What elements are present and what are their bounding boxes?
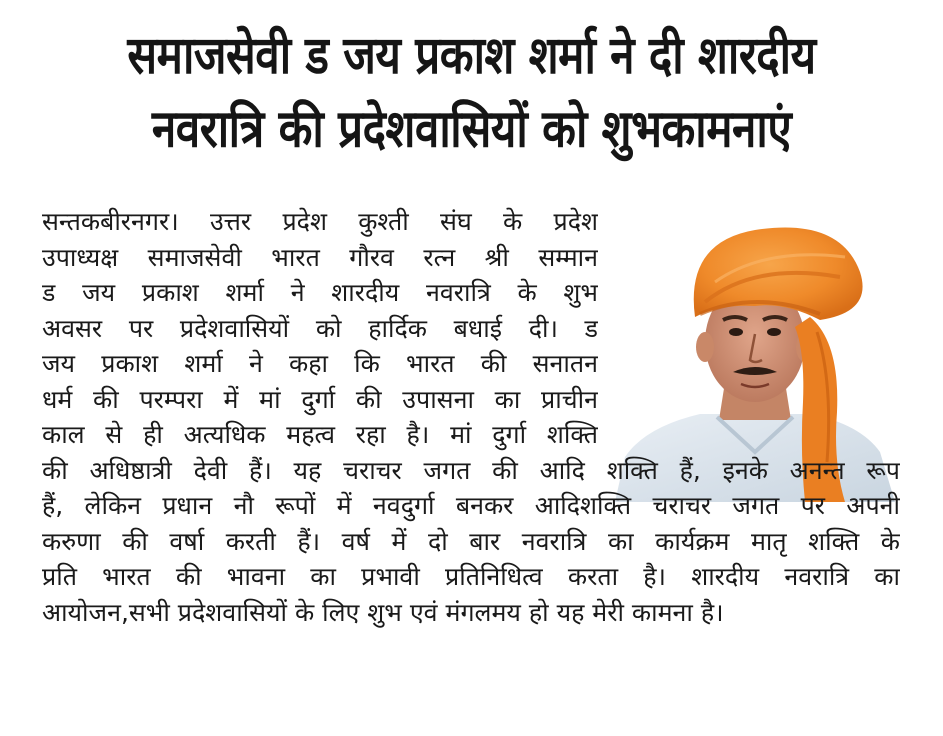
body-line: की अधिष्ठात्री देवी हैं। यह चराचर जगत की आदि शक्ति हैं, इनके अनन्त रूप (42, 455, 900, 485)
body-line: सन्तकबीरनगर। उत्तर प्रदेश कुश्ती संघ के प्रदेश (42, 207, 598, 236)
article-body (42, 204, 902, 630)
body-line: उपाध्यक्ष समाजसेवी भारत गौरव रत्न श्री सम्मान (42, 242, 598, 272)
body-line: ड जय प्रकाश शर्मा ने शारदीय नवरात्रि के शुभ (42, 278, 598, 307)
body-line: अवसर पर प्रदेशवासियों को हार्दिक बधाई दी। ड (42, 313, 598, 343)
body-line: प्रति भारत की भावना का प्रभावी प्रतिनिधित्व करता है। शारदीय नवरात्रि का (42, 562, 900, 591)
body-line: काल से ही अत्यधिक महत्व रहा है। मां दुर्गा शक्ति (42, 420, 598, 449)
body-line: हैं, लेकिन प्रधान नौ रूपों में नवदुर्गा बनकर आदिशक्ति चराचर जगत पर अपनी (42, 491, 900, 520)
article-headline (18, 20, 925, 166)
body-line: जय प्रकाश शर्मा ने कहा कि भारत की सनातन (42, 349, 598, 378)
headline-line-2: नवरात्रि की प्रदेशवासियों को शुभकामनाएं (151, 99, 792, 160)
headline-line-1: समाजसेवी ड जय प्रकाश शर्मा ने दी शारदीय (127, 25, 816, 87)
body-line: करुणा की वर्षा करती हैं। वर्ष में दो बार नवरात्रि का कार्यक्रम मातृ शक्ति के (42, 526, 900, 556)
body-line: आयोजन,सभी प्रदेशवासियों के लिए शुभ एवं मंगलमय हो यह मेरी कामना है। (42, 597, 724, 627)
body-line: धर्म की परम्परा में मां दुर्गा की उपासना का प्राचीन (42, 384, 598, 414)
